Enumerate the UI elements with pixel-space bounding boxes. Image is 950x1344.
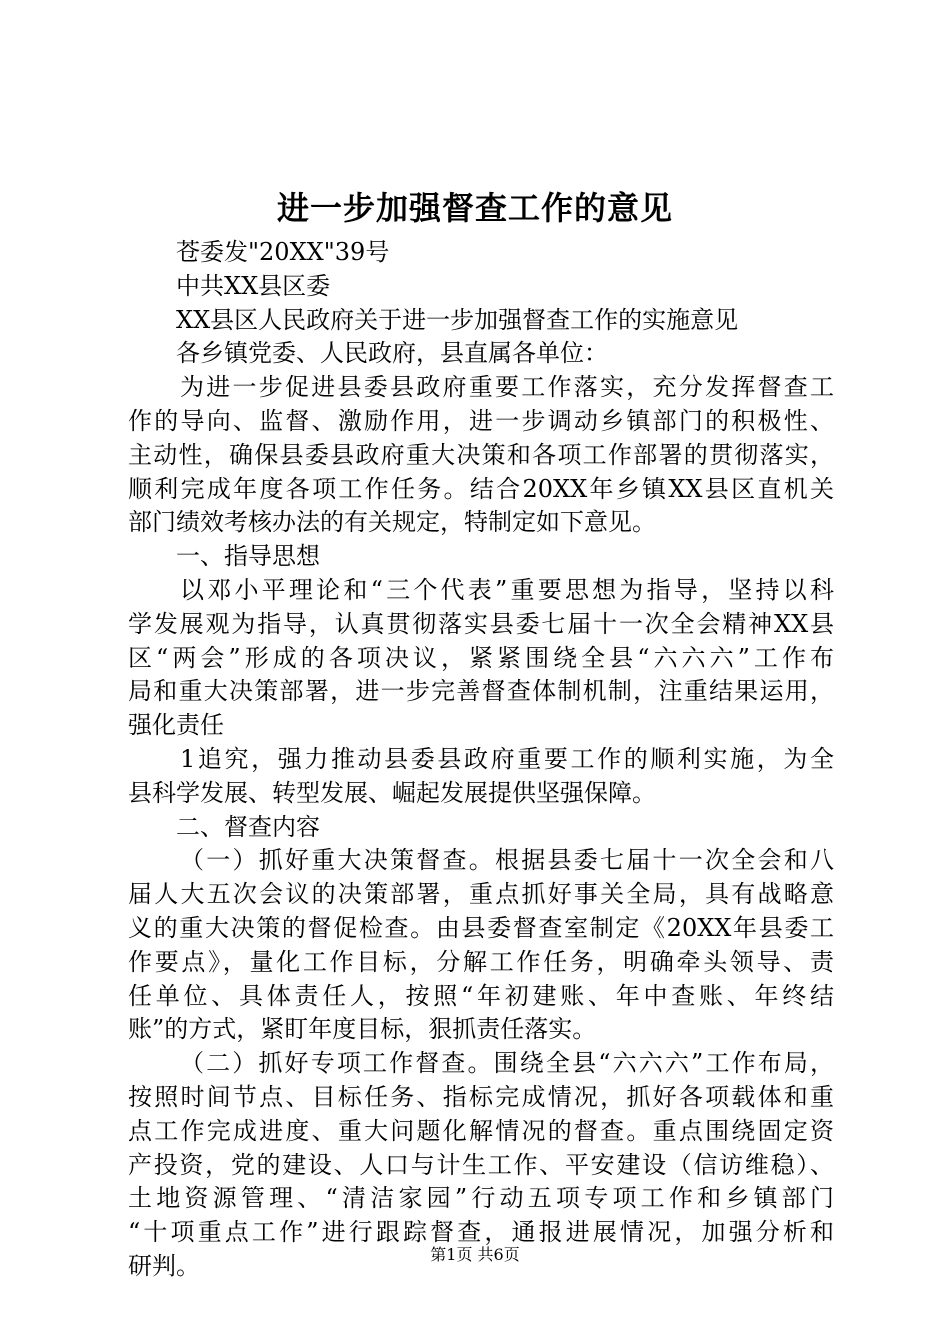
page-number-footer: 第1页 共6页	[430, 1245, 520, 1264]
issuing-authority: 中共XX县区委	[176, 271, 331, 300]
section-heading: 一、指导思想	[176, 542, 320, 571]
document-subtitle: XX县区人民政府关于进一步加强督查工作的实施意见	[176, 305, 739, 334]
paragraph-line: 研判。	[128, 1251, 200, 1280]
document-title: 进一步加强督查工作的意见	[276, 189, 673, 227]
paragraph-line: 任单位、具体责任人，按照“年初建账、年中查账、年终结	[128, 981, 834, 1010]
salutation: 各乡镇党委、人民政府，县直属各单位：	[176, 339, 608, 368]
paragraph-line: 账”的方式，紧盯年度目标，狠抓责任落实。	[128, 1015, 597, 1044]
paragraph-line: 土地资源管理、“清洁家园”行动五项专项工作和乡镇部门	[128, 1184, 834, 1213]
paragraph-line: 为进一步促进县委县政府重要工作落实，充分发挥督查工	[180, 373, 834, 402]
paragraph-line: 学发展观为指导，认真贯彻落实县委七届十一次全会精神XX县	[128, 609, 834, 638]
paragraph-line: 届人大五次会议的决策部署，重点抓好事关全局，具有战略意	[128, 880, 834, 909]
paragraph-line: 1追究，强力推动县委县政府重要工作的顺利实施，为全	[180, 744, 834, 773]
paragraph-line: 以邓小平理论和“三个代表”重要思想为指导，坚持以科	[180, 575, 834, 604]
paragraph-line: 主动性，确保县委县政府重大决策和各项工作部署的贯彻落实，	[128, 440, 834, 469]
paragraph-line: 顺利完成年度各项工作任务。结合20XX年乡镇XX县区直机关	[128, 474, 834, 503]
document-number: 苍委发"20XX"39号	[176, 238, 390, 266]
paragraph-line: （二）抓好专项工作督查。围绕全县“六六六”工作布局，	[180, 1049, 834, 1078]
paragraph-line: 强化责任	[128, 711, 224, 740]
paragraph-line: 产投资，党的建设、人口与计生工作、平安建设（信访维稳）、	[128, 1150, 834, 1179]
paragraph-line: 部门绩效考核办法的有关规定，特制定如下意见。	[128, 508, 656, 537]
paragraph-line: 点工作完成进度、重大问题化解情况的督查。重点围绕固定资	[128, 1116, 834, 1145]
section-heading: 二、督查内容	[176, 812, 320, 841]
paragraph-line: 作要点》，量化工作目标，分解工作任务，明确牵头领导、责	[128, 947, 834, 976]
paragraph-line: 义的重大决策的督促检查。由县委督查室制定《20XX年县委工	[128, 913, 834, 942]
paragraph-line: 按照时间节点、目标任务、指标完成情况，抓好各项载体和重	[128, 1082, 834, 1111]
paragraph-line: 县科学发展、转型发展、崛起发展提供坚强保障。	[128, 778, 656, 807]
paragraph-line: 作的导向、监督、激励作用，进一步调动乡镇部门的积极性、	[128, 406, 834, 435]
paragraph-line: （一）抓好重大决策督查。根据县委七届十一次全会和八	[180, 846, 834, 875]
paragraph-line: 局和重大决策部署，进一步完善督查体制机制，注重结果运用，	[128, 677, 834, 706]
paragraph-line: 区“两会”形成的各项决议，紧紧围绕全县“六六六”工作布	[128, 643, 834, 672]
paragraph-line: “十项重点工作”进行跟踪督查，通报进展情况，加强分析和	[128, 1218, 834, 1247]
document-body	[128, 236, 834, 1284]
